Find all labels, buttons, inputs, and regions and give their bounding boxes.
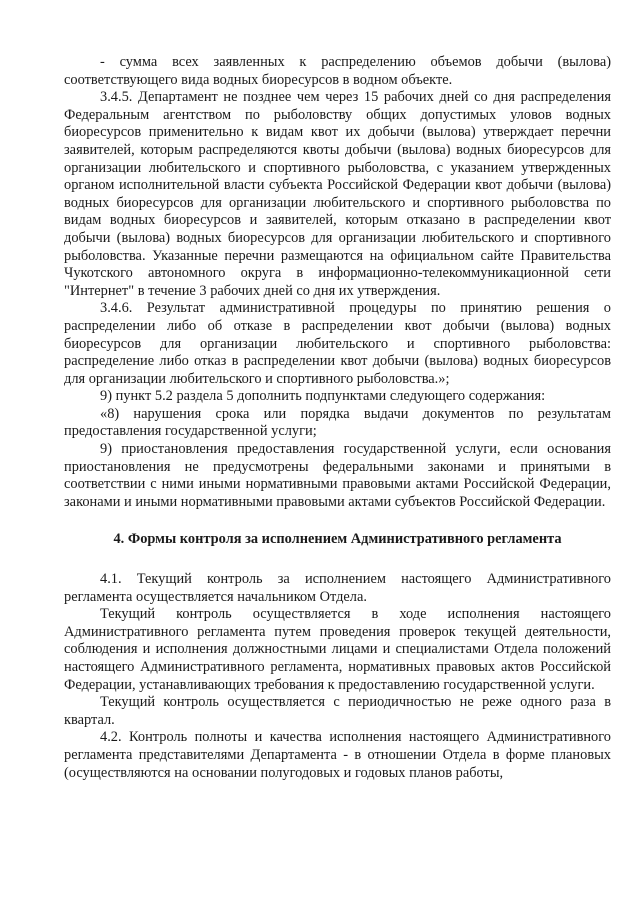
paragraph-3-4-5: 3.4.5. Департамент не позднее чем через 15 рабочих дней со дня распределения Федеральным агентством по рыболовству общих допустимых уловов водных биоресурсов применительно к видам квот их добычи (вылова) утверждает перечни заявителей, которым распределяются квоты добычи (вылова) водных биоресурсов для организации любительского и спортивного рыболовства, с указанием утвержденных органом исполнительной власти субъекта Российской Федерации квот добычи (вылова) водных биоресурсов для организации любительского и спортивного рыболовства по видам водных биоресурсов и заявителей, которым отказано в распределении квот добычи (вылова) водных биоресурсов для организации любительского и спортивного рыболовства. Указанные перечни размещаются на официальном сайте Правительства Чукотского автономного округа в информационно-телекоммуникационной сети "Интернет" в течение 3 рабочих дней со дня их утверждения. <box>64 89 611 299</box>
paragraph-subitem-9: 9) приостановления предоставления государственной услуги, если основания приостановления не предусмотрены федеральными законами и принятыми в соответствии с ними иными нормативными правовыми актами Российской Федерации, законами и иными нормативными правовыми актами субъектов Российской Федерации. <box>64 441 611 510</box>
paragraph-subitem-8: «8) нарушения срока или порядка выдачи документов по результатам предоставления государственной услуги; <box>64 405 611 440</box>
paragraph-current-control: Текущий контроль осуществляется в ходе исполнения настоящего Административного регламента путем проведения проверок текущей деятельности, соблюдения и исполнения должностными лицами и специалистами Отдела положений настоящего Административного регламента, нормативных правовых актов Российской Федерации, устанавливающих требования к предоставлению государственной услуги. <box>64 606 611 693</box>
paragraph-quota-sum: - сумма всех заявленных к распределению объемов добычи (вылова) соответствующего вида водных биоресурсов в водном объекте. <box>64 54 611 88</box>
document-page <box>64 54 611 782</box>
paragraph-item-9: 9) пункт 5.2 раздела 5 дополнить подпунктами следующего содержания: <box>100 388 546 405</box>
paragraph-control-frequency: Текущий контроль осуществляется с периодичностью не реже одного раза в квартал. <box>64 694 611 728</box>
paragraph-4-1: 4.1. Текущий контроль за исполнением настоящего Административного регламента осуществляется начальником Отдела. <box>64 571 611 605</box>
section-heading: 4. Формы контроля за исполнением Административного регламента <box>113 531 562 548</box>
paragraph-4-2: 4.2. Контроль полноты и качества исполнения настоящего Административного регламента представителями Департамента - в отношении Отдела в форме плановых (осуществляются на основании полугодовых и годовых планов работы, <box>64 729 611 781</box>
paragraph-3-4-6: 3.4.6. Результат административной процедуры по принятию решения о распределении либо об отказе в распределении квот добычи (вылова) водных биоресурсов для организации любительского и спортивного рыболовства: распределение либо отказ в распределении квот добычи (вылова) водных биоресурсов для организации любительского и спортивного рыболовства.»; <box>64 300 611 387</box>
